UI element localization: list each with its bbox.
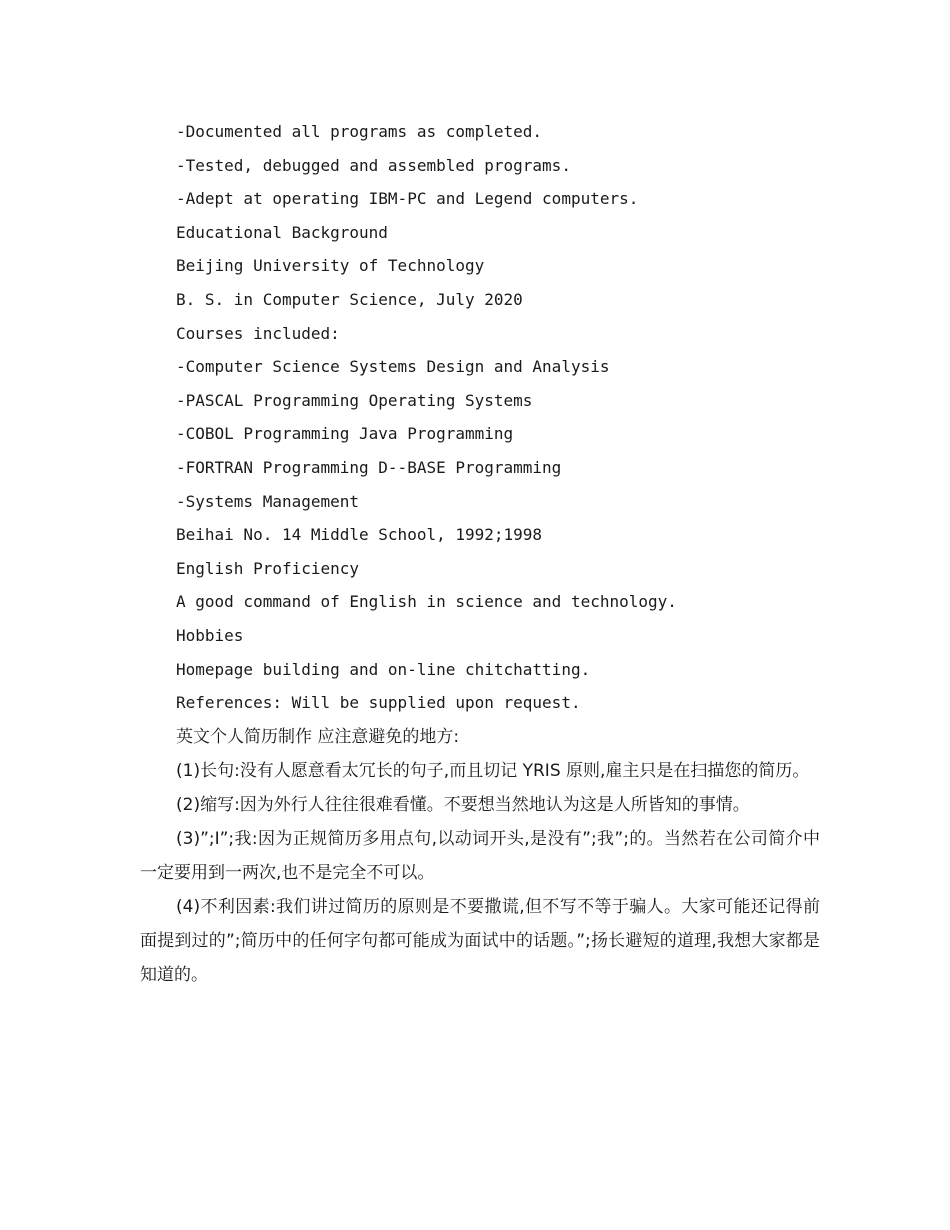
tip-paragraph: (2)缩写:因为外行人往往很难看懂。不要想当然地认为这是人所皆知的事情。 [176, 794, 750, 815]
resume-line: -Tested, debugged and assembled programs. [176, 155, 571, 175]
tip-paragraph: (1)长句:没有人愿意看太冗长的句子,而且切记 YRIS 原则,雇主只是在扫描您的简历。 [176, 760, 810, 781]
resume-line: -FORTRAN Programming D--BASE Programming [176, 457, 562, 477]
resume-line: B. S. in Computer Science, July 2020 [176, 289, 523, 309]
section-heading-english: English Proficiency [176, 558, 360, 578]
resume-line: Beihai No. 14 Middle School, 1992;1998 [176, 525, 543, 545]
tip-paragraph: (4)不利因素:我们讲过简历的原则是不要撒谎,但不写不等于骗人。大家可能还记得前面提到过的”;简历中的任何字句都可能成为面试中的话题。”;扬长避短的道理,我想大家都是知道的。 [140, 896, 820, 985]
resume-line: References: Will be supplied upon request. [176, 693, 581, 713]
resume-line: Courses included: [176, 323, 340, 343]
resume-line: -Computer Science Systems Design and Analysis [176, 357, 610, 377]
resume-line: -PASCAL Programming Operating Systems [176, 390, 533, 410]
tips-heading: 英文个人简历制作 应注意避免的地方: [176, 726, 460, 747]
resume-line: A good command of English in science and technology. [176, 592, 677, 612]
section-heading-education: Educational Background [176, 222, 388, 242]
resume-line: -COBOL Programming Java Programming [176, 424, 514, 444]
document-body [140, 115, 820, 992]
resume-line: -Documented all programs as completed. [176, 122, 543, 141]
resume-line: Homepage building and on-line chitchatting. [176, 659, 591, 679]
resume-line: -Adept at operating IBM-PC and Legend computers. [176, 189, 639, 209]
resume-line: Beijing University of Technology [176, 256, 485, 276]
section-heading-hobbies: Hobbies [176, 625, 244, 645]
tip-paragraph: (3)”;I”;我:因为正规简历多用点句,以动词开头,是没有”;我”;的。当然若在公司简介中一定要用到一两次,也不是完全不可以。 [140, 828, 820, 883]
resume-line: -Systems Management [176, 491, 360, 511]
